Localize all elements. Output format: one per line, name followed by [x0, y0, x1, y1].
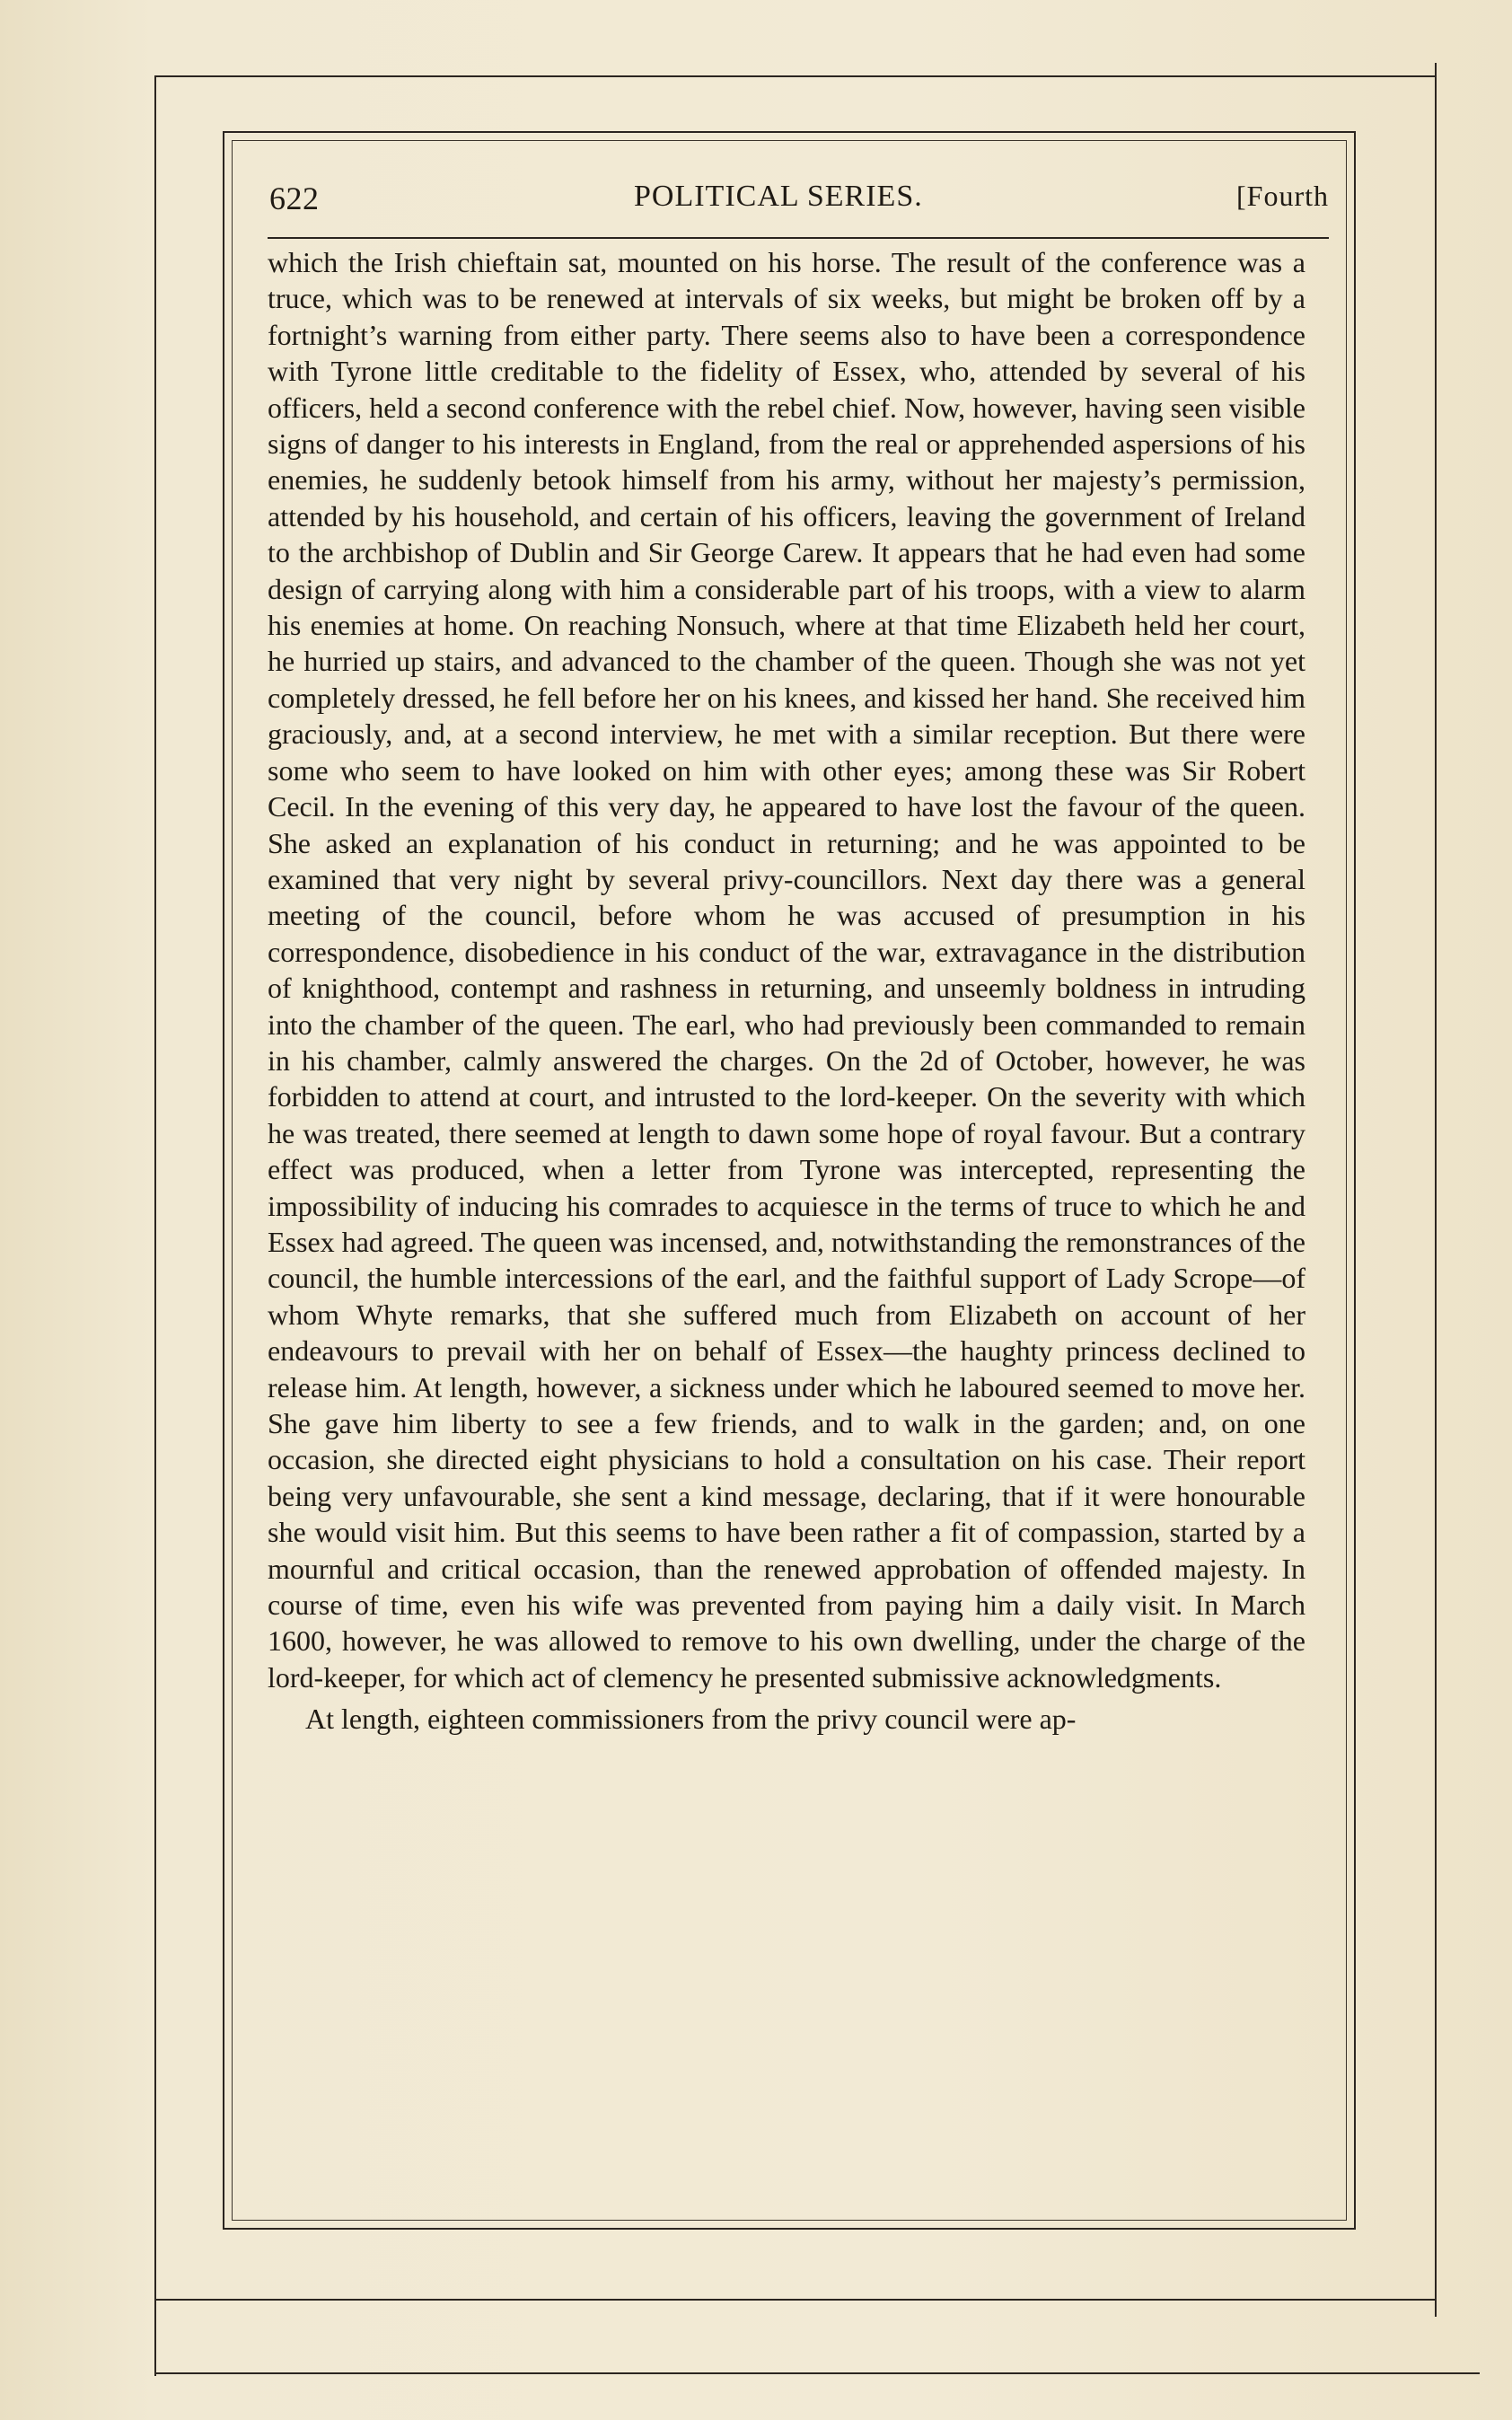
paragraph: which the Irish chieftain sat, mounted on his horse. The result of the conference was a truce, which was to be renewed at intervals of six weeks, but might be broken off by a fortnight’s warning from either party. There seems also to have been a correspondence with Tyrone little creditable to the fidelity of Essex, who, attended by several of his officers, held a second conference with the rebel chief. Now, however, having seen visible signs of danger to his interests in England, from the real or apprehended aspersions of his enemies, he suddenly betook himself from his army, without her majesty’s permission, attended by his household, and certain of his officers, leaving the government of Ireland to the archbishop of Dublin and Sir George Carew. It appears that he had even had some design of carrying along with him a considerable part of his troops, with a view to alarm his enemies at home. On reaching Nonsuch, where at that time Elizabeth held her court, he hurried up stairs, and advanced to the chamber of the queen. Though she was not yet completely dressed, he fell before her on his knees, and kissed her hand. She received him graciously, and, at a second interview, he met with a similar reception. But there were some who seem to have looked on him with other eyes; among these was Sir Robert Cecil. In the evening of this very day, he appeared to have lost the favour of the queen. She asked an explanation of his conduct in returning; and he was appointed to be examined that very night by several privy-councillors. Next day there was a general meeting of the council, before whom he was accused of presumption in his correspondence, disobedience in his conduct of the war, extravagance in the distribution of knighthood, contempt and rashness in returning, and unseemly boldness in intruding into the chamber of the queen. The earl, who had previously been commanded to remain in his chamber, calmly answered the charges. On the 2d of October, however, he was forbidden to attend at court, and intrusted to the lord-keeper. On the severity with which he was treated, there seemed at length to dawn some hope of royal favour. But a contrary effect was produced, when a letter from Tyrone was intercepted, representing the impossibility of inducing his comrades to acquiesce in the terms of truce to which he and Essex had agreed. The queen was incensed, and, notwithstanding the remonstrances of the council, the humble intercessions of the earl, and the faithful support of Lady Scrope—of whom Whyte remarks, that she suffered much from Elizabeth on account of her endeavours to prevail with her on behalf of Essex—the haughty princess declined to release him. At length, however, a sickness under which he laboured seemed to move her. She gave him liberty to see a few friends, and to walk in the garden; and, on one occasion, she directed eight physicians to hold a consultation on his case. Their report being very unfavourable, she sent a kind message, declaring, that if it were honourable she would visit him. But this seems to have been rather a fit of compassion, started by a mournful and critical occasion, than the renewed approbation of offended majesty. In course of time, even his wife was prevented from paying him a daily visit. In March 1600, however, he was allowed to remove to his own dwelling, under the charge of the lord-keeper, for which act of clemency he presented submissive acknowledgments. [268, 246, 1305, 1694]
section-label: [Fourth [1236, 180, 1329, 212]
outer-frame-right-line [1435, 63, 1437, 2317]
outer-frame-lower-line [154, 2372, 1480, 2374]
running-header [269, 180, 1329, 226]
outer-frame-bottom-line [154, 2299, 1435, 2301]
outer-frame-top-line [154, 75, 1437, 77]
outer-frame-left-line [154, 75, 156, 2376]
header-rule [268, 237, 1329, 239]
running-title: POLITICAL SERIES. [634, 180, 923, 213]
page-number: 622 [269, 180, 320, 216]
paragraph: At length, eighteen commissioners from the privy council were ap- [305, 1703, 1077, 1736]
body-text [268, 244, 1305, 1738]
